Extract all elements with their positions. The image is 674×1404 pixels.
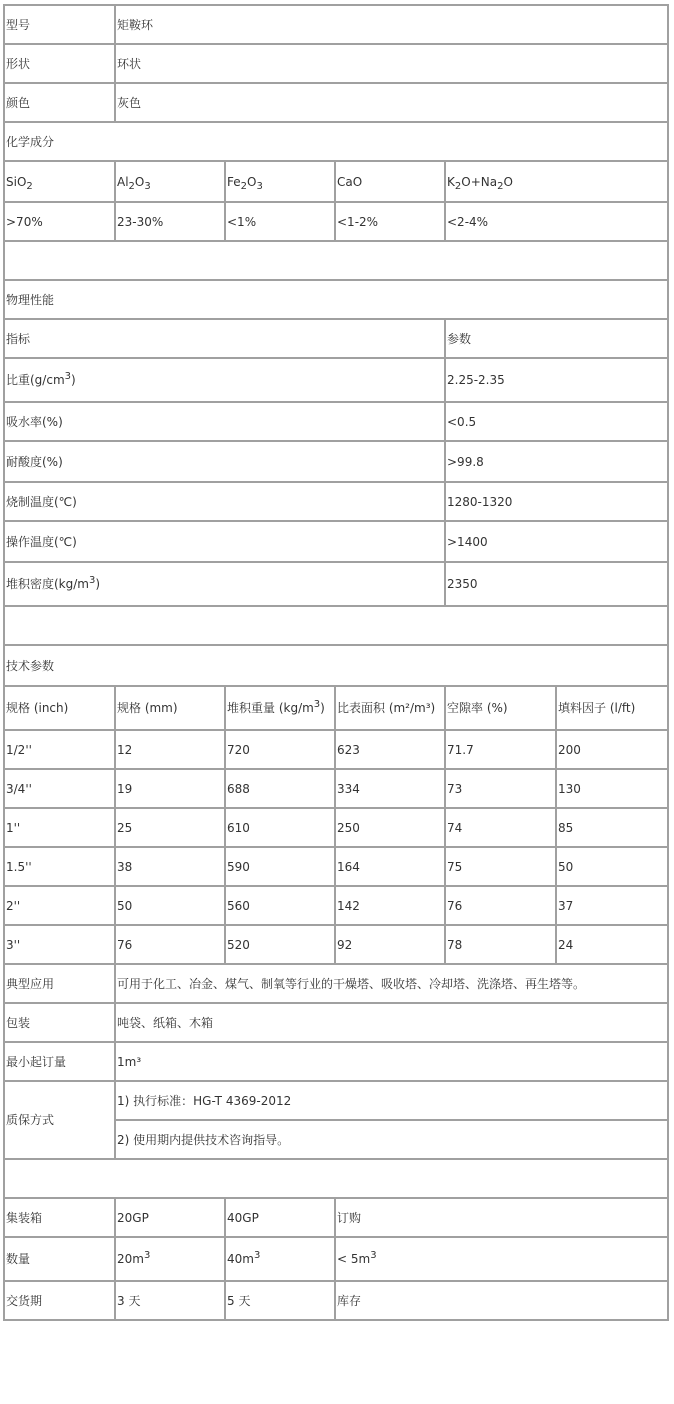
cell: 1'' bbox=[4, 808, 115, 847]
cell: 520 bbox=[225, 925, 335, 964]
physical-value: >1400 bbox=[445, 521, 668, 562]
cell: 85 bbox=[556, 808, 668, 847]
label-container: 集装箱 bbox=[4, 1198, 115, 1237]
spacer-row bbox=[4, 1159, 668, 1198]
tech-header-mm: 规格 (mm) bbox=[115, 686, 225, 730]
row-container bbox=[4, 1198, 668, 1237]
value-moq: 1m³ bbox=[115, 1042, 668, 1081]
warranty-item: 1) 执行标准：HG-T 4369-2012 bbox=[115, 1081, 668, 1120]
empty-cell bbox=[4, 241, 668, 280]
physical-row bbox=[4, 482, 668, 521]
physical-header-label: 指标 bbox=[4, 319, 445, 358]
cell: 92 bbox=[335, 925, 445, 964]
physical-label: 堆积密度$(kg/m^3)$ bbox=[4, 562, 445, 606]
cell: 590 bbox=[225, 847, 335, 886]
section-physical bbox=[4, 280, 668, 319]
section-title-physical: 物理性能 bbox=[4, 280, 668, 319]
cell: 50 bbox=[556, 847, 668, 886]
cell: 12 bbox=[115, 730, 225, 769]
label-application: 典型应用 bbox=[4, 964, 115, 1003]
warranty-item: 2) 使用期内提供技术咨询指导。 bbox=[115, 1120, 668, 1159]
tech-header-packing-factor: 填料因子 (l/ft) bbox=[556, 686, 668, 730]
chemical-header-row bbox=[4, 161, 668, 202]
row-application bbox=[4, 964, 668, 1003]
row-packing bbox=[4, 1003, 668, 1042]
cell: 3/4'' bbox=[4, 769, 115, 808]
cell: 334 bbox=[335, 769, 445, 808]
technical-row bbox=[4, 847, 668, 886]
physical-row bbox=[4, 441, 668, 482]
container-40gp: 40GP bbox=[225, 1198, 335, 1237]
quantity-20gp: $20m^3$ bbox=[115, 1237, 225, 1281]
tech-header-bulk-weight: 堆积重量 $(kg/m^3)$ bbox=[225, 686, 335, 730]
cell: 19 bbox=[115, 769, 225, 808]
cell: 3'' bbox=[4, 925, 115, 964]
physical-row bbox=[4, 402, 668, 441]
physical-label: 吸水率(%) bbox=[4, 402, 445, 441]
physical-value: >99.8 bbox=[445, 441, 668, 482]
spacer-row bbox=[4, 241, 668, 280]
label-model: 型号 bbox=[4, 5, 115, 44]
value-application: 可用于化工、冶金、煤气、制氧等行业的干燥塔、吸收塔、冷却塔、洗涤塔、再生塔等。 bbox=[115, 964, 668, 1003]
physical-value: 1280-1320 bbox=[445, 482, 668, 521]
cell: 74 bbox=[445, 808, 556, 847]
physical-value: 2350 bbox=[445, 562, 668, 606]
label-shape: 形状 bbox=[4, 44, 115, 83]
physical-header-value: 参数 bbox=[445, 319, 668, 358]
container-20gp: 20GP bbox=[115, 1198, 225, 1237]
value-packing: 吨袋、纸箱、木箱 bbox=[115, 1003, 668, 1042]
physical-row bbox=[4, 562, 668, 606]
delivery-order: 库存 bbox=[335, 1281, 668, 1320]
technical-row bbox=[4, 769, 668, 808]
cell: 250 bbox=[335, 808, 445, 847]
row-warranty bbox=[4, 1081, 668, 1120]
cell: 1.5'' bbox=[4, 847, 115, 886]
cell: 610 bbox=[225, 808, 335, 847]
chem-header-cao: CaO bbox=[335, 161, 445, 202]
cell: 130 bbox=[556, 769, 668, 808]
technical-header-row bbox=[4, 686, 668, 730]
chem-value-fe2o3: <1% bbox=[225, 202, 335, 241]
technical-row bbox=[4, 925, 668, 964]
cell: 50 bbox=[115, 886, 225, 925]
chem-value-cao: <1-2% bbox=[335, 202, 445, 241]
chem-value-k2o-na2o: <2-4% bbox=[445, 202, 668, 241]
physical-label: 耐酸度(%) bbox=[4, 441, 445, 482]
quantity-order: < $5m^3$ bbox=[335, 1237, 668, 1281]
cell: 78 bbox=[445, 925, 556, 964]
cell: 200 bbox=[556, 730, 668, 769]
cell: 24 bbox=[556, 925, 668, 964]
section-chemical bbox=[4, 122, 668, 161]
chem-header-al2o3: $Al_2O_3$ bbox=[115, 161, 225, 202]
section-title-technical: 技术参数 bbox=[4, 645, 668, 686]
cell: 560 bbox=[225, 886, 335, 925]
delivery-20gp: 3 天 bbox=[115, 1281, 225, 1320]
label-delivery: 交货期 bbox=[4, 1281, 115, 1320]
cell: 71.7 bbox=[445, 730, 556, 769]
technical-row bbox=[4, 730, 668, 769]
row-delivery bbox=[4, 1281, 668, 1320]
physical-label: 操作温度(℃) bbox=[4, 521, 445, 562]
label-warranty: 质保方式 bbox=[4, 1081, 115, 1159]
empty-cell bbox=[4, 606, 668, 645]
row-quantity bbox=[4, 1237, 668, 1281]
label-moq: 最小起订量 bbox=[4, 1042, 115, 1081]
technical-row bbox=[4, 886, 668, 925]
chem-value-al2o3: 23-30% bbox=[115, 202, 225, 241]
cell: 2'' bbox=[4, 886, 115, 925]
cell: 37 bbox=[556, 886, 668, 925]
physical-value: 2.25-2.35 bbox=[445, 358, 668, 402]
label-quantity: 数量 bbox=[4, 1237, 115, 1281]
technical-row bbox=[4, 808, 668, 847]
cell: 38 bbox=[115, 847, 225, 886]
cell: 76 bbox=[445, 886, 556, 925]
value-shape: 环状 bbox=[115, 44, 668, 83]
spec-table bbox=[3, 4, 669, 1321]
label-color: 颜色 bbox=[4, 83, 115, 122]
chem-value-sio2: >70% bbox=[4, 202, 115, 241]
cell: 25 bbox=[115, 808, 225, 847]
row-shape bbox=[4, 44, 668, 83]
spacer-row bbox=[4, 606, 668, 645]
chem-header-fe2o3: $Fe_2O_3$ bbox=[225, 161, 335, 202]
container-order: 订购 bbox=[335, 1198, 668, 1237]
chemical-value-row bbox=[4, 202, 668, 241]
cell: 623 bbox=[335, 730, 445, 769]
cell: 75 bbox=[445, 847, 556, 886]
physical-label: 烧制温度(℃) bbox=[4, 482, 445, 521]
section-technical bbox=[4, 645, 668, 686]
row-model bbox=[4, 5, 668, 44]
physical-row bbox=[4, 358, 668, 402]
label-packing: 包装 bbox=[4, 1003, 115, 1042]
physical-header-row bbox=[4, 319, 668, 358]
chem-header-sio2: SiO$_2$ bbox=[4, 161, 115, 202]
chem-header-k2o-na2o: $K_2O+Na_2O$ bbox=[445, 161, 668, 202]
cell: 76 bbox=[115, 925, 225, 964]
cell: 720 bbox=[225, 730, 335, 769]
tech-header-voidage: 空隙率 (%) bbox=[445, 686, 556, 730]
value-model: 矩鞍环 bbox=[115, 5, 668, 44]
section-title-chemical: 化学成分 bbox=[4, 122, 668, 161]
cell: 142 bbox=[335, 886, 445, 925]
quantity-40gp: $40m^3$ bbox=[225, 1237, 335, 1281]
empty-cell bbox=[4, 1159, 668, 1198]
cell: 688 bbox=[225, 769, 335, 808]
physical-value: <0.5 bbox=[445, 402, 668, 441]
delivery-40gp: 5 天 bbox=[225, 1281, 335, 1320]
cell: 73 bbox=[445, 769, 556, 808]
tech-header-surface-area: 比表面积 (m²/m³) bbox=[335, 686, 445, 730]
value-color: 灰色 bbox=[115, 83, 668, 122]
tech-header-inch: 规格 (inch) bbox=[4, 686, 115, 730]
physical-label: 比重$(g/cm^3)$ bbox=[4, 358, 445, 402]
row-moq bbox=[4, 1042, 668, 1081]
physical-row bbox=[4, 521, 668, 562]
cell: 164 bbox=[335, 847, 445, 886]
row-color bbox=[4, 83, 668, 122]
cell: 1/2'' bbox=[4, 730, 115, 769]
